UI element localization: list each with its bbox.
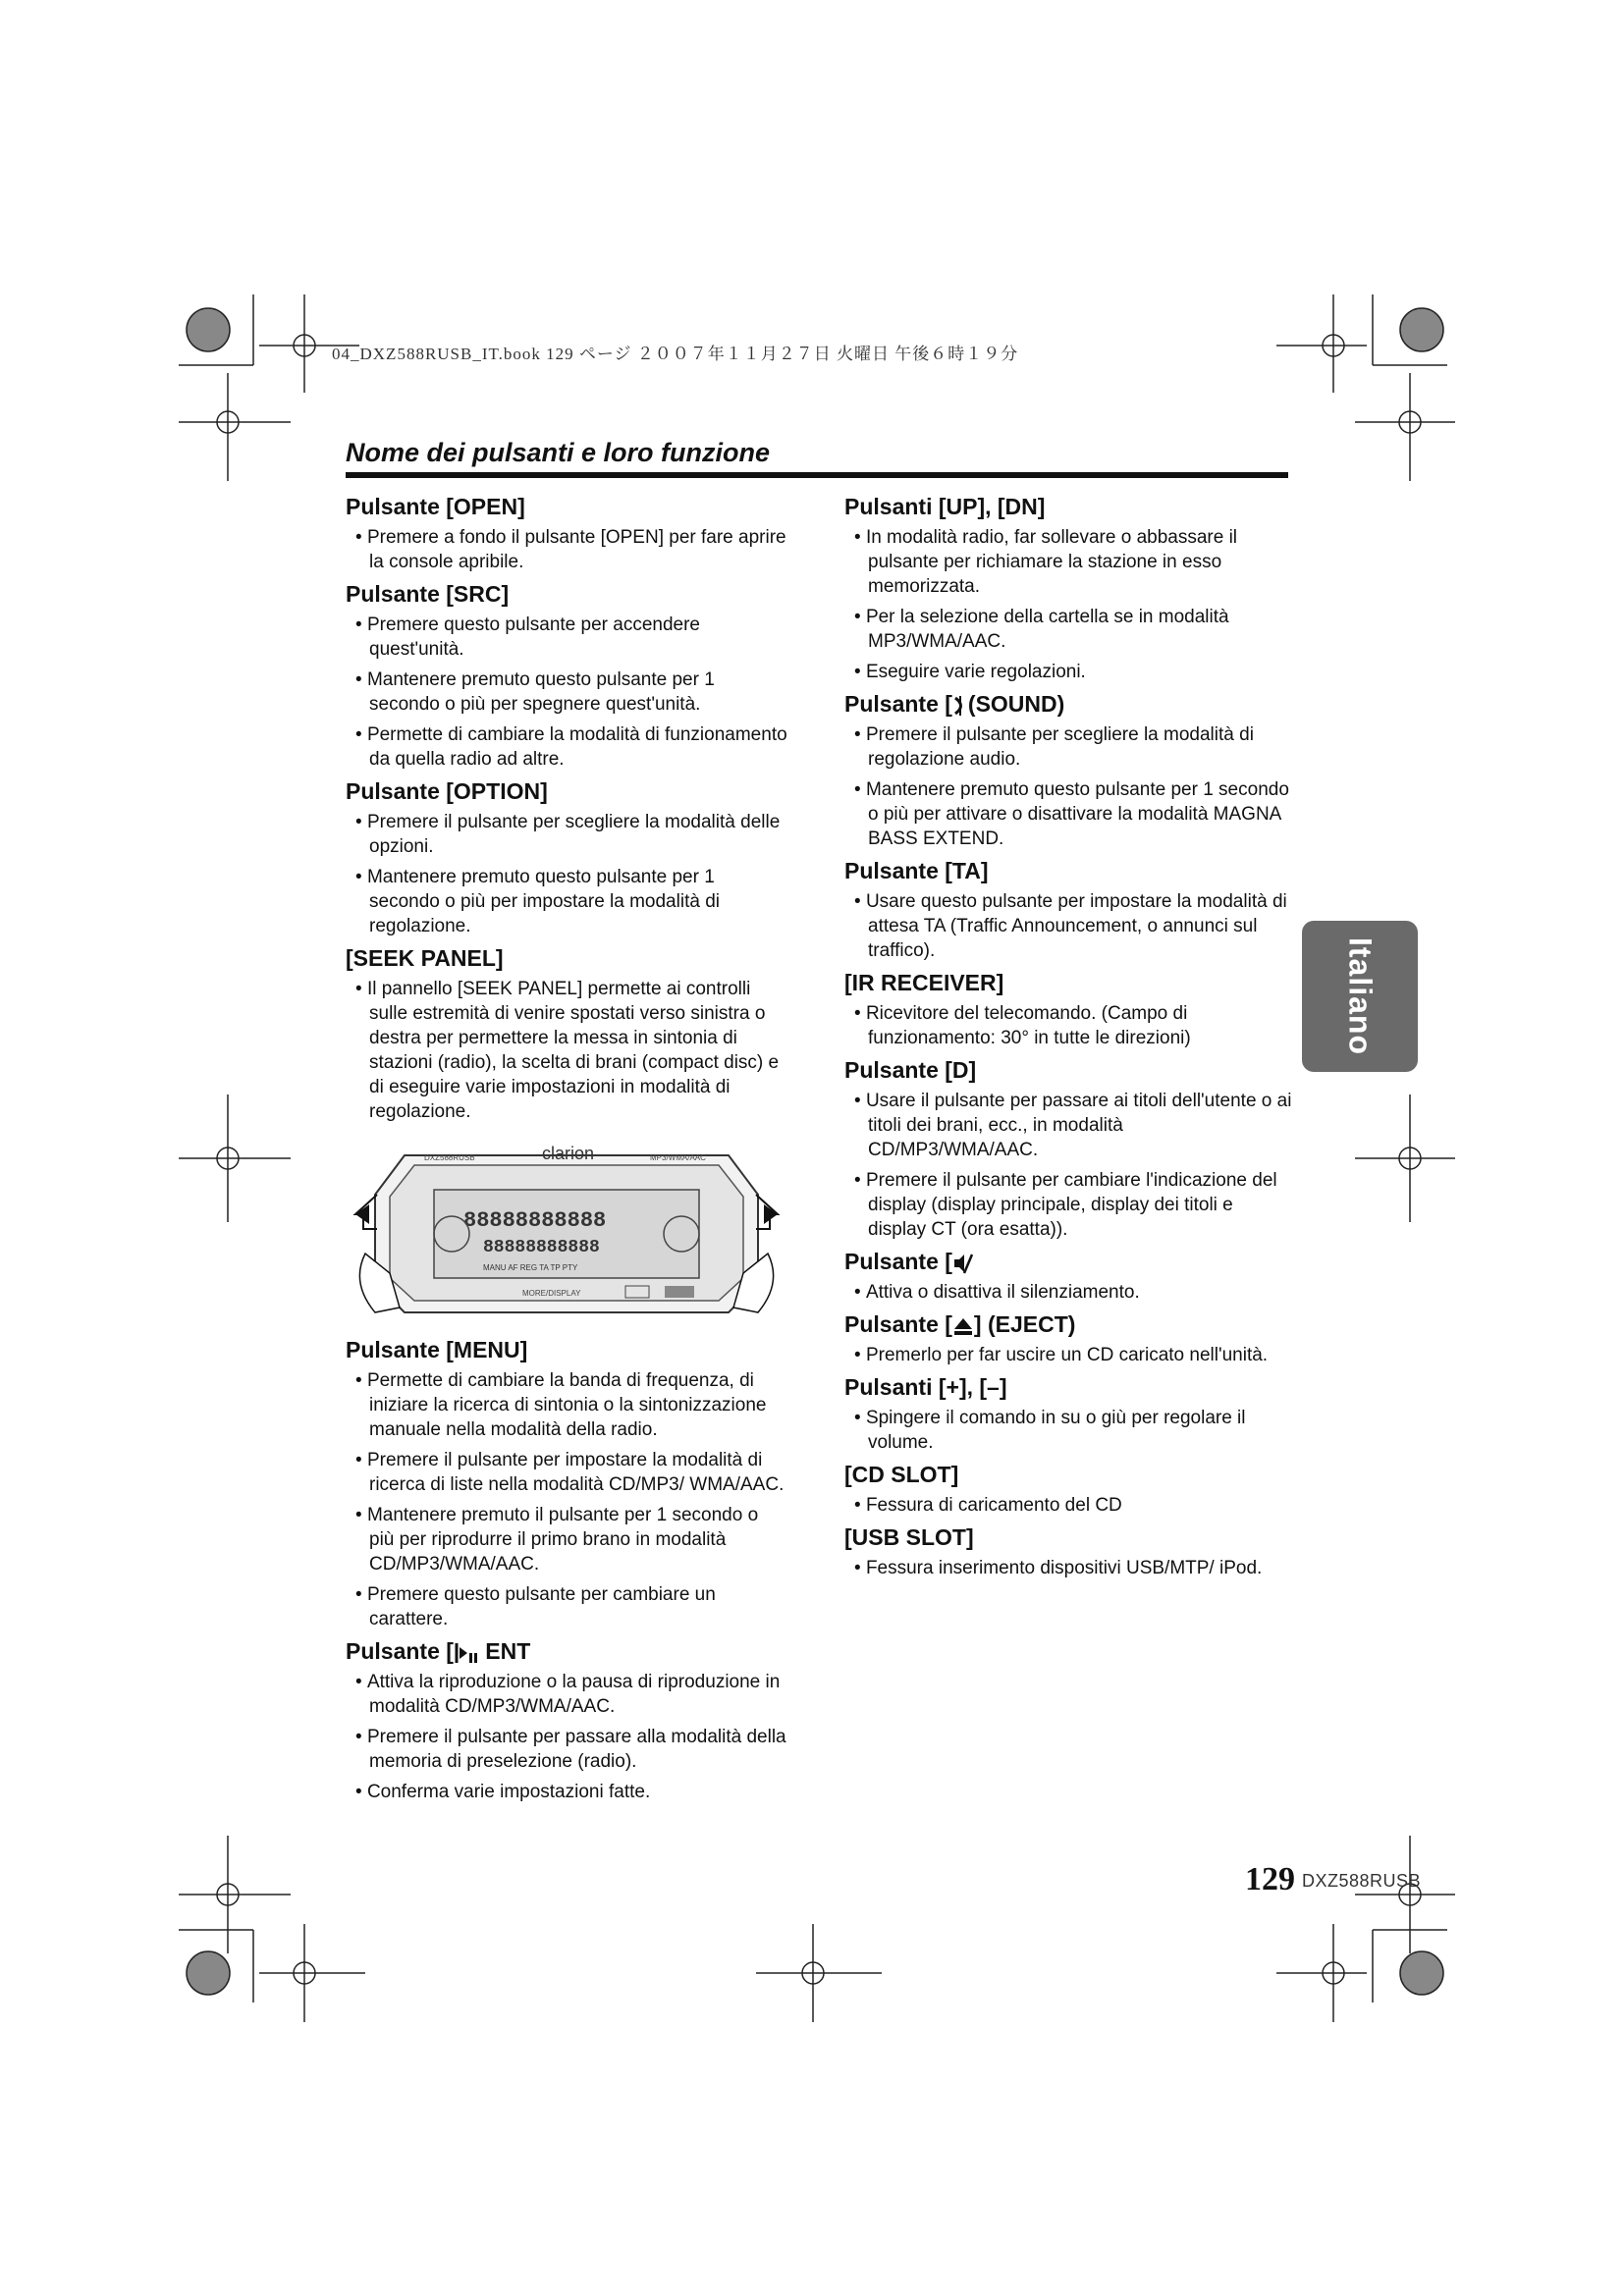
cd-slot-bullet-1: • Fessura di caricamento del CD: [844, 1493, 1296, 1518]
page-model: DXZ588RUSB: [1302, 1871, 1422, 1891]
seek-panel-heading: [SEEK PANEL]: [346, 945, 504, 971]
up-dn-bullet-3: • Eseguire varie regolazioni.: [844, 660, 1296, 684]
up-dn-section: [844, 493, 1296, 684]
ta-heading: Pulsante [TA]: [844, 858, 989, 883]
d-section: [844, 1056, 1296, 1242]
language-tab: [1302, 921, 1418, 1072]
up-dn-bullet-2: • Per la selezione della cartella se in modalità MP3/WMA/AAC.: [844, 605, 1296, 654]
src-section: [346, 580, 787, 772]
sound-bullet-2: • Mantenere premuto questo pulsante per 1 secondo o più per attivare o disattivare la modalità MAGNA BASS EXTEND.: [844, 777, 1296, 851]
d-heading: Pulsante [D]: [844, 1057, 977, 1083]
volume-heading: Pulsanti [+], [–]: [844, 1374, 1007, 1400]
ent-section: [346, 1637, 787, 1804]
usb-slot-graphic: [665, 1286, 694, 1298]
ent-heading: [346, 1637, 787, 1665]
src-heading: Pulsante [SRC]: [346, 581, 510, 607]
src-bullet-2: • Mantenere premuto questo pulsante per 1 secondo o più per spegnere quest'unità.: [346, 667, 787, 717]
display-segment-row-2: 88888888888: [483, 1238, 600, 1257]
sound-heading: [844, 690, 1296, 718]
eject-heading: [844, 1310, 1296, 1338]
left-column: [346, 489, 787, 1810]
sound-heading-suffix: (SOUND): [967, 691, 1065, 717]
d-bullet-1: • Usare il pulsante per passare ai titoli dell'utente o ai titoli dei brani, ecc., in modalità CD/MP3/WMA/AAC.: [844, 1089, 1296, 1162]
option-bullet-1: • Premere il pulsante per scegliere la modalità delle opzioni.: [346, 810, 787, 859]
usb-slot-section: [844, 1523, 1296, 1580]
play-pause-icon: [454, 1641, 479, 1665]
eject-section: [844, 1310, 1296, 1367]
menu-heading: Pulsante [MENU]: [346, 1337, 528, 1362]
menu-bullet-1: • Permette di cambiare la banda di frequenza, di iniziare la ricerca di sintonia o la sintonizzazione manuale nella modalità della radio.: [346, 1368, 787, 1442]
ent-heading-suffix: ENT: [478, 1638, 531, 1664]
print-header: 04_DXZ588RUSB_IT.book 129 ページ ２００７年１１月２７日 火曜日 午後６時１９分: [332, 345, 1019, 363]
right-column: [844, 489, 1296, 1586]
sound-icon: [952, 694, 968, 718]
bottom-label: MORE/DISPLAY: [522, 1289, 581, 1298]
ir-bullet-1: • Ricevitore del telecomando. (Campo di funzionamento: 30° in tutte le direzioni): [844, 1001, 1296, 1050]
menu-section: [346, 1336, 787, 1631]
seek-panel-section: [346, 944, 787, 1124]
ent-bullet-1: • Attiva la riproduzione o la pausa di riproduzione in modalità CD/MP3/WMA/AAC.: [346, 1670, 787, 1719]
title-rule: [346, 472, 1288, 478]
page-number: 129: [1245, 1861, 1295, 1897]
model-label-right: MP3/WMA/AAC: [650, 1153, 706, 1162]
menu-bullet-4: • Premere questo pulsante per cambiare un carattere.: [346, 1582, 787, 1631]
ta-section: [844, 857, 1296, 963]
up-dn-bullet-1: • In modalità radio, far sollevare o abbassare il pulsante per richiamare la stazione in esso memorizzata.: [844, 525, 1296, 599]
option-bullet-2: • Mantenere premuto questo pulsante per 1 secondo o più per impostare la modalità di regolazione.: [346, 865, 787, 938]
eject-bullet-1: • Premerlo per far uscire un CD caricato nell'unità.: [844, 1343, 1296, 1367]
ent-bullet-3: • Conferma varie impostazioni fatte.: [346, 1780, 787, 1804]
src-bullet-1: • Premere questo pulsante per accendere quest'unità.: [346, 613, 787, 662]
ent-bullet-2: • Premere il pulsante per passare alla modalità della memoria di preselezione (radio).: [346, 1725, 787, 1774]
open-section: [346, 493, 787, 574]
d-bullet-2: • Premere il pulsante per cambiare l'indicazione del display (display principale, display dei titoli e display CT (ora esatta)).: [844, 1168, 1296, 1242]
head-unit-drawing: [346, 1136, 787, 1322]
brand-logo-text: clarion: [542, 1144, 595, 1163]
menu-bullet-2: • Premere il pulsante per impostare la modalità di ricerca di liste nella modalità CD/MP3/ WMA/AAC.: [346, 1448, 787, 1497]
usb-slot-heading: [USB SLOT]: [844, 1524, 974, 1550]
eject-icon: [952, 1315, 974, 1337]
volume-bullet-1: • Spingere il comando in su o giù per regolare il volume.: [844, 1406, 1296, 1455]
sound-bullet-1: • Premere il pulsante per scegliere la modalità di regolazione audio.: [844, 722, 1296, 772]
src-bullet-3: • Permette di cambiare la modalità di funzionamento da quella radio ad altre.: [346, 722, 787, 772]
usb-slot-bullet-1: • Fessura inserimento dispositivi USB/MTP/ iPod.: [844, 1556, 1296, 1580]
mute-heading: [844, 1248, 1296, 1275]
ta-bullet-1: • Usare questo pulsante per impostare la modalità di attesa TA (Traffic Announcement, o annunci sul traffico).: [844, 889, 1296, 963]
display-indicators: MANU AF REG TA TP PTY: [483, 1263, 578, 1272]
mute-section: [844, 1248, 1296, 1305]
ent-heading-prefix: Pulsante [: [346, 1638, 454, 1664]
up-dn-heading: Pulsanti [UP], [DN]: [844, 494, 1046, 519]
seek-panel-illustration: [346, 1136, 787, 1322]
section-title: Nome dei pulsanti e loro funzione: [346, 438, 771, 467]
language-tab-label: Italiano: [1342, 936, 1379, 1056]
cd-slot-section: [844, 1461, 1296, 1518]
seek-panel-bullet-1: • Il pannello [SEEK PANEL] permette ai controlli sulle estremità di venire spostati verso sinistra o destra per permettere la messa in sintonia di stazioni (radio), la scelta di brani (compact disc) e di eseguire varie impostazioni in modalità di regolazione.: [346, 977, 787, 1124]
sound-heading-prefix: Pulsante [: [844, 691, 952, 717]
sound-section: [844, 690, 1296, 851]
ir-section: [844, 969, 1296, 1050]
open-bullet-1: • Premere a fondo il pulsante [OPEN] per fare aprire la console apribile.: [346, 525, 787, 574]
open-heading: Pulsante [OPEN]: [346, 494, 525, 519]
eject-heading-prefix: Pulsante [: [844, 1311, 952, 1337]
mute-icon: [952, 1252, 974, 1275]
display-segment-row-1: 88888888888: [463, 1208, 607, 1233]
menu-bullet-3: • Mantenere premuto il pulsante per 1 secondo o più per riprodurre il primo brano in modalità CD/MP3/WMA/AAC.: [346, 1503, 787, 1576]
volume-section: [844, 1373, 1296, 1455]
eject-heading-suffix: ] (EJECT): [973, 1311, 1076, 1337]
ir-heading: [IR RECEIVER]: [844, 970, 1004, 995]
mute-heading-prefix: Pulsante [: [844, 1249, 952, 1274]
cd-slot-heading: [CD SLOT]: [844, 1462, 959, 1487]
model-label-left: DXZ588RUSB: [424, 1153, 475, 1162]
option-section: [346, 777, 787, 938]
option-heading: Pulsante [OPTION]: [346, 778, 548, 804]
mute-bullet-1: • Attiva o disattiva il silenziamento.: [844, 1280, 1296, 1305]
